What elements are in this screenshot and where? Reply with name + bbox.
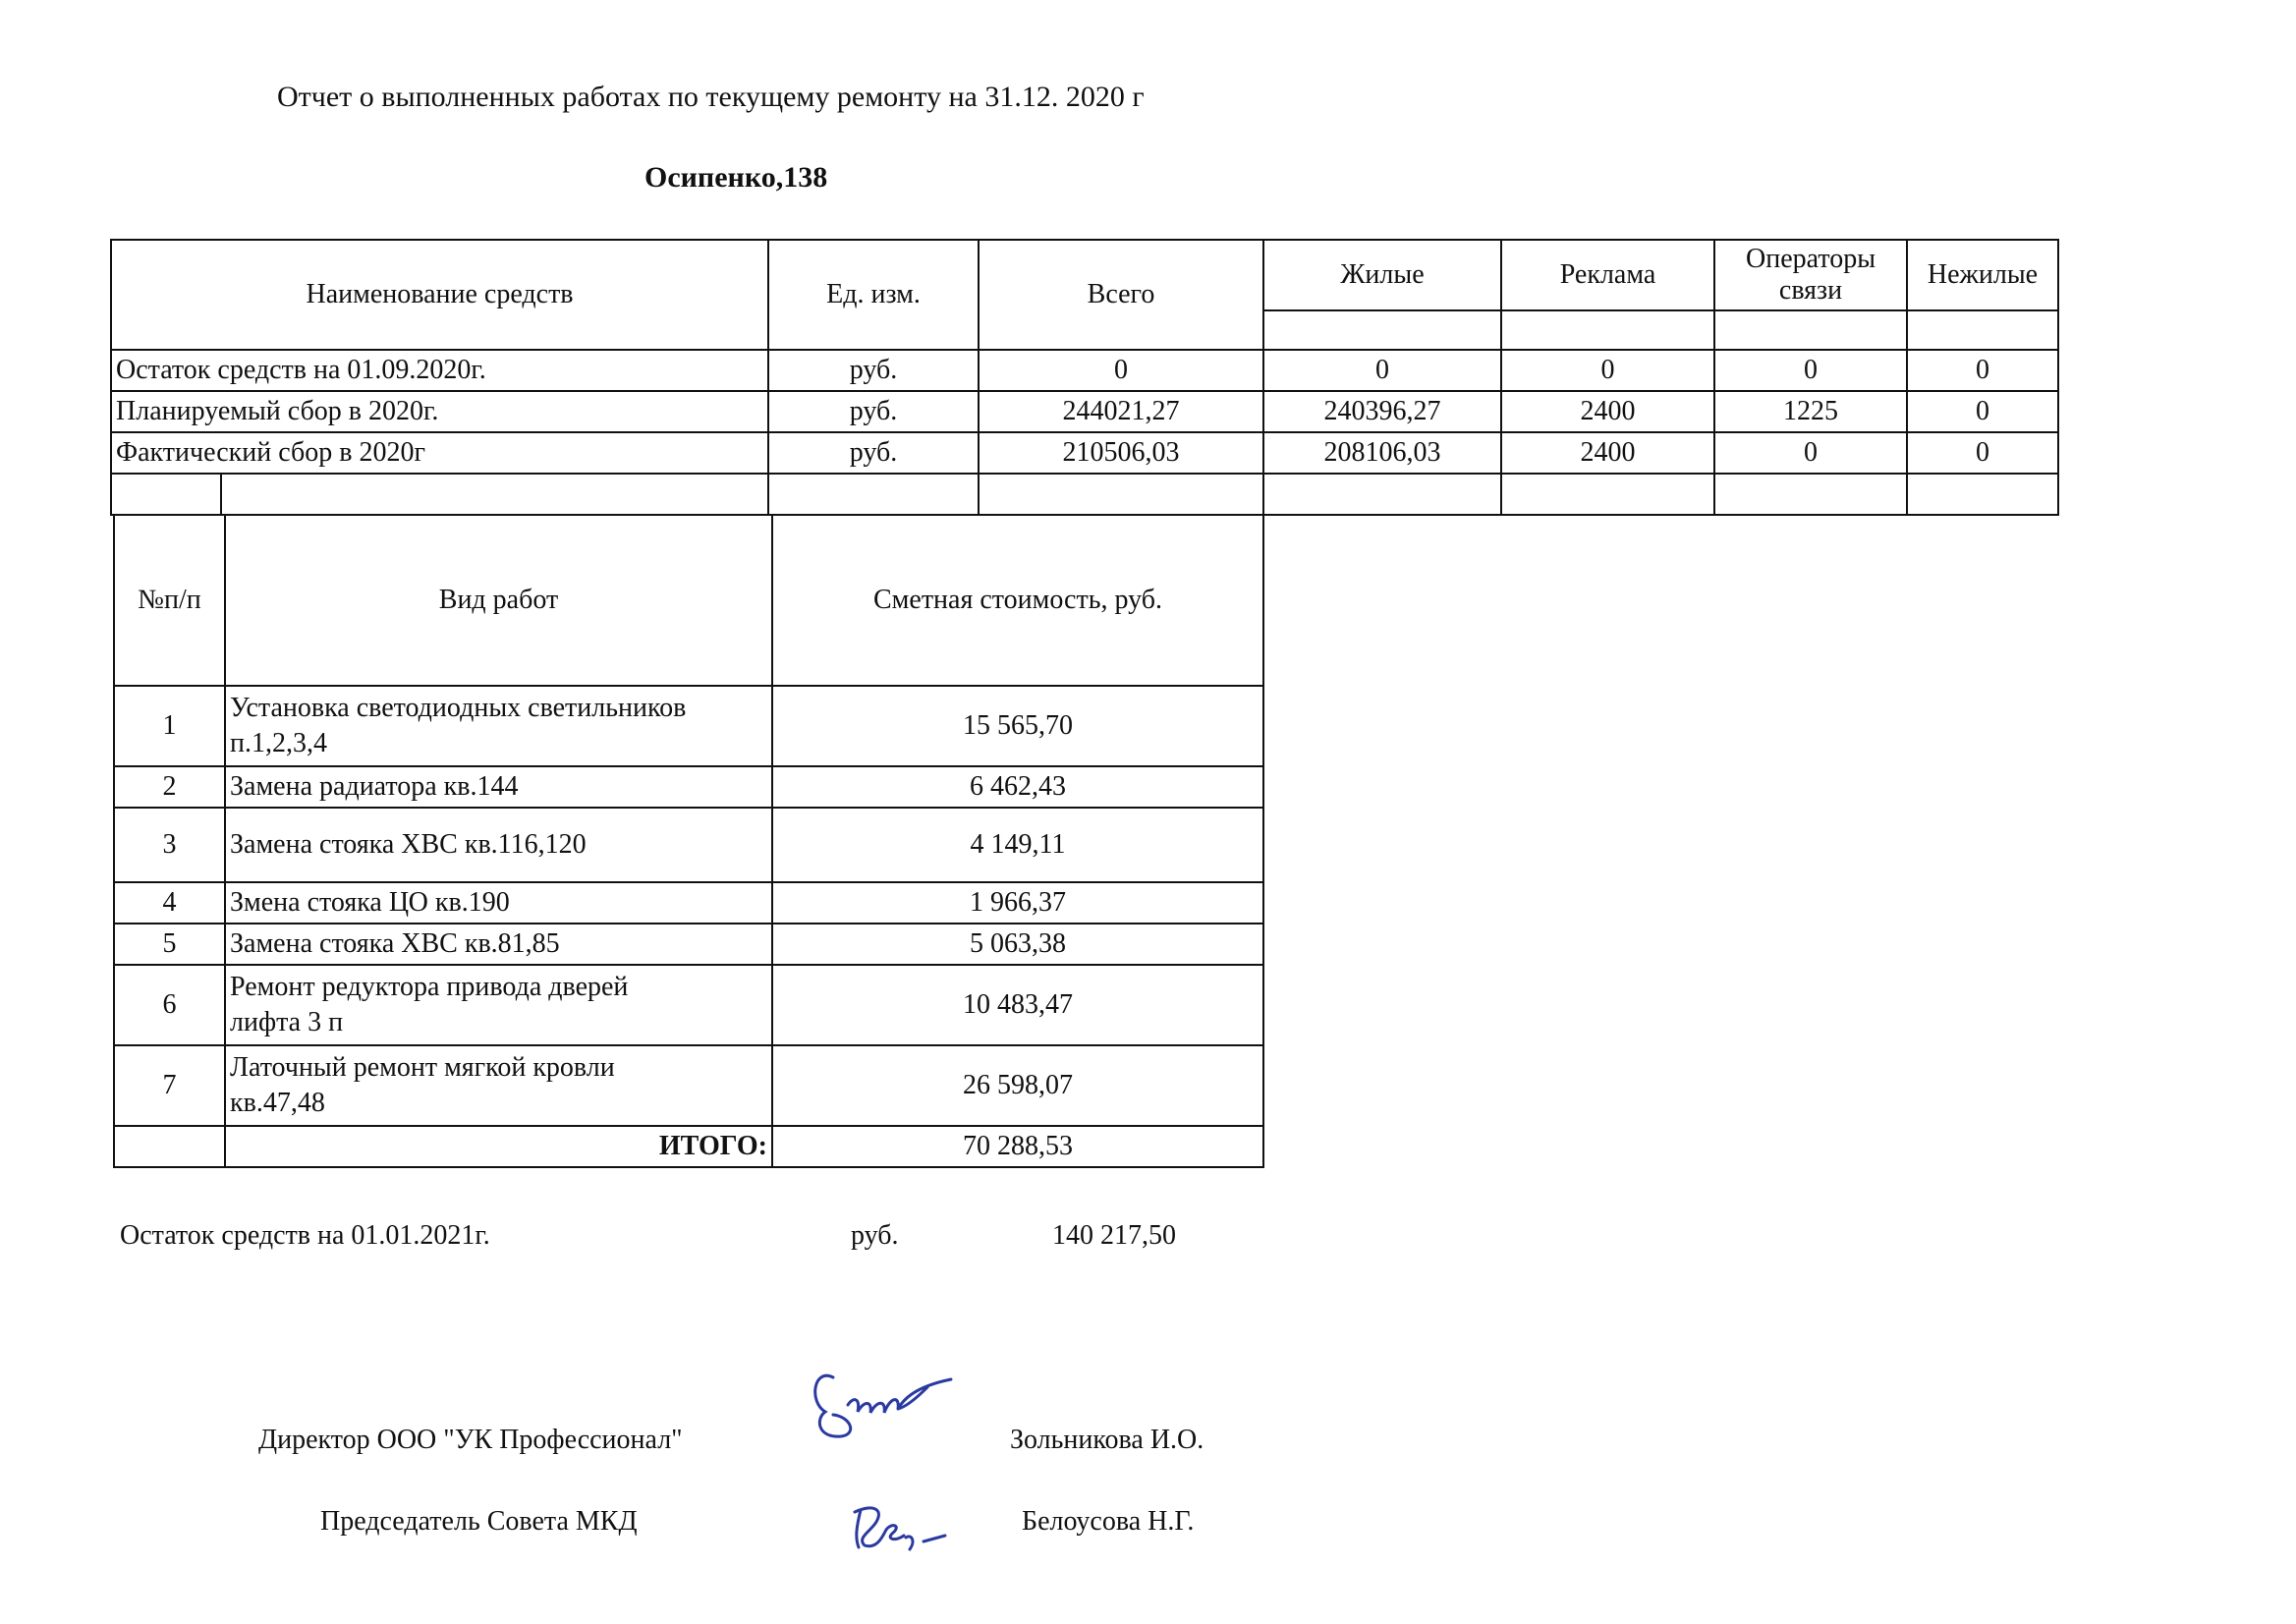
row-total: 210506,03 — [979, 432, 1263, 474]
row-nonresidential: 0 — [1907, 350, 2058, 391]
row-work: Замена стояка ХВС кв.116,120 — [225, 808, 772, 882]
empty-cell — [1263, 310, 1501, 350]
row-cost: 26 598,07 — [772, 1045, 1263, 1126]
empty-cell — [1714, 474, 1907, 515]
chair-name: Белоусова Н.Г. — [1022, 1506, 1195, 1537]
empty-cell — [1501, 310, 1714, 350]
row-work-line2: п.1,2,3,4 — [230, 728, 327, 758]
empty-cell — [768, 474, 979, 515]
col-header-number: №п/п — [114, 515, 225, 686]
chair-signature-icon — [847, 1498, 955, 1557]
col-header-nonresidential: Нежилые — [1907, 240, 2058, 310]
table-row — [114, 766, 1263, 808]
director-signature-icon — [804, 1358, 961, 1446]
row-unit: руб. — [768, 391, 979, 432]
row-unit: руб. — [768, 350, 979, 391]
balance-label: Остаток средств на 01.01.2021г. — [120, 1220, 490, 1251]
row-number: 1 — [114, 686, 225, 766]
empty-cell — [111, 474, 768, 515]
row-cost: 1 966,37 — [772, 882, 1263, 924]
row-work-line2: лифта 3 п — [230, 1007, 344, 1037]
row-number: 3 — [114, 808, 225, 882]
empty-cell — [1501, 474, 1714, 515]
table-row — [114, 882, 1263, 924]
table-row — [114, 686, 1263, 766]
table-row — [114, 965, 1263, 1045]
director-role: Директор ООО "УК Профессионал" — [258, 1425, 683, 1455]
empty-row — [111, 474, 2058, 515]
row-work-line1: Ремонт редуктора привода дверей — [230, 972, 629, 1002]
row-operators: 0 — [1714, 432, 1907, 474]
director-name: Зольникова И.О. — [1010, 1425, 1204, 1455]
table-row — [114, 924, 1263, 965]
row-name: Планируемый сбор в 2020г. — [111, 391, 768, 432]
row-nonresidential: 0 — [1907, 432, 2058, 474]
empty-cell — [1263, 474, 1501, 515]
row-work-line1: Установка светодиодных светильников — [230, 693, 687, 723]
row-residential: 208106,03 — [1263, 432, 1501, 474]
empty-cell — [1714, 310, 1907, 350]
funds-header-row — [111, 240, 2058, 310]
row-cost: 6 462,43 — [772, 766, 1263, 808]
row-total: 0 — [979, 350, 1263, 391]
row-work: Замена стояка ХВС кв.81,85 — [225, 924, 772, 965]
row-work — [225, 1045, 772, 1126]
row-residential: 0 — [1263, 350, 1501, 391]
total-label: ИТОГО: — [225, 1126, 772, 1167]
row-number: 6 — [114, 965, 225, 1045]
row-cost: 4 149,11 — [772, 808, 1263, 882]
works-header-row — [114, 515, 1263, 686]
row-number: 7 — [114, 1045, 225, 1126]
empty-cell — [979, 474, 1263, 515]
row-cost: 5 063,38 — [772, 924, 1263, 965]
col-header-total: Всего — [979, 240, 1263, 350]
table-row — [111, 350, 2058, 391]
total-row — [114, 1126, 1263, 1167]
row-operators: 0 — [1714, 350, 1907, 391]
table-row — [111, 391, 2058, 432]
row-residential: 240396,27 — [1263, 391, 1501, 432]
empty-cell — [1907, 310, 2058, 350]
row-number: 2 — [114, 766, 225, 808]
row-cost: 10 483,47 — [772, 965, 1263, 1045]
balance-value: 140 217,50 — [1052, 1220, 1176, 1251]
funds-table — [110, 239, 2059, 516]
table-row — [114, 808, 1263, 882]
row-work: Замена радиатора кв.144 — [225, 766, 772, 808]
row-operators: 1225 — [1714, 391, 1907, 432]
row-advertising: 0 — [1501, 350, 1714, 391]
row-cost: 15 565,70 — [772, 686, 1263, 766]
col-header-residential: Жилые — [1263, 240, 1501, 310]
row-work — [225, 686, 772, 766]
building-address: Осипенко,138 — [644, 161, 828, 194]
col-header-name: Наименование средств — [111, 240, 768, 350]
table-row — [111, 432, 2058, 474]
report-title: Отчет о выполненных работах по текущему ремонту на 31.12. 2020 г — [277, 81, 1145, 113]
col-header-operators: Операторы связи — [1714, 240, 1907, 310]
row-work: Змена стояка ЦО кв.190 — [225, 882, 772, 924]
total-value: 70 288,53 — [772, 1126, 1263, 1167]
row-number: 5 — [114, 924, 225, 965]
row-advertising: 2400 — [1501, 432, 1714, 474]
col-header-work-type: Вид работ — [225, 515, 772, 686]
empty-cell — [114, 1126, 225, 1167]
row-total: 244021,27 — [979, 391, 1263, 432]
chair-role: Председатель Совета МКД — [320, 1506, 638, 1537]
table-row — [114, 1045, 1263, 1126]
row-nonresidential: 0 — [1907, 391, 2058, 432]
works-table — [113, 514, 1264, 1168]
row-unit: руб. — [768, 432, 979, 474]
row-work-line1: Латочный ремонт мягкой кровли — [230, 1052, 615, 1083]
row-work — [225, 965, 772, 1045]
col-header-cost: Сметная стоимость, руб. — [772, 515, 1263, 686]
row-advertising: 2400 — [1501, 391, 1714, 432]
row-number: 4 — [114, 882, 225, 924]
row-name: Остаток средств на 01.09.2020г. — [111, 350, 768, 391]
row-name: Фактический сбор в 2020г — [111, 432, 768, 474]
col-header-advertising: Реклама — [1501, 240, 1714, 310]
empty-cell — [1907, 474, 2058, 515]
row-work-line2: кв.47,48 — [230, 1088, 325, 1118]
col-header-unit: Ед. изм. — [768, 240, 979, 350]
balance-unit: руб. — [851, 1220, 899, 1251]
